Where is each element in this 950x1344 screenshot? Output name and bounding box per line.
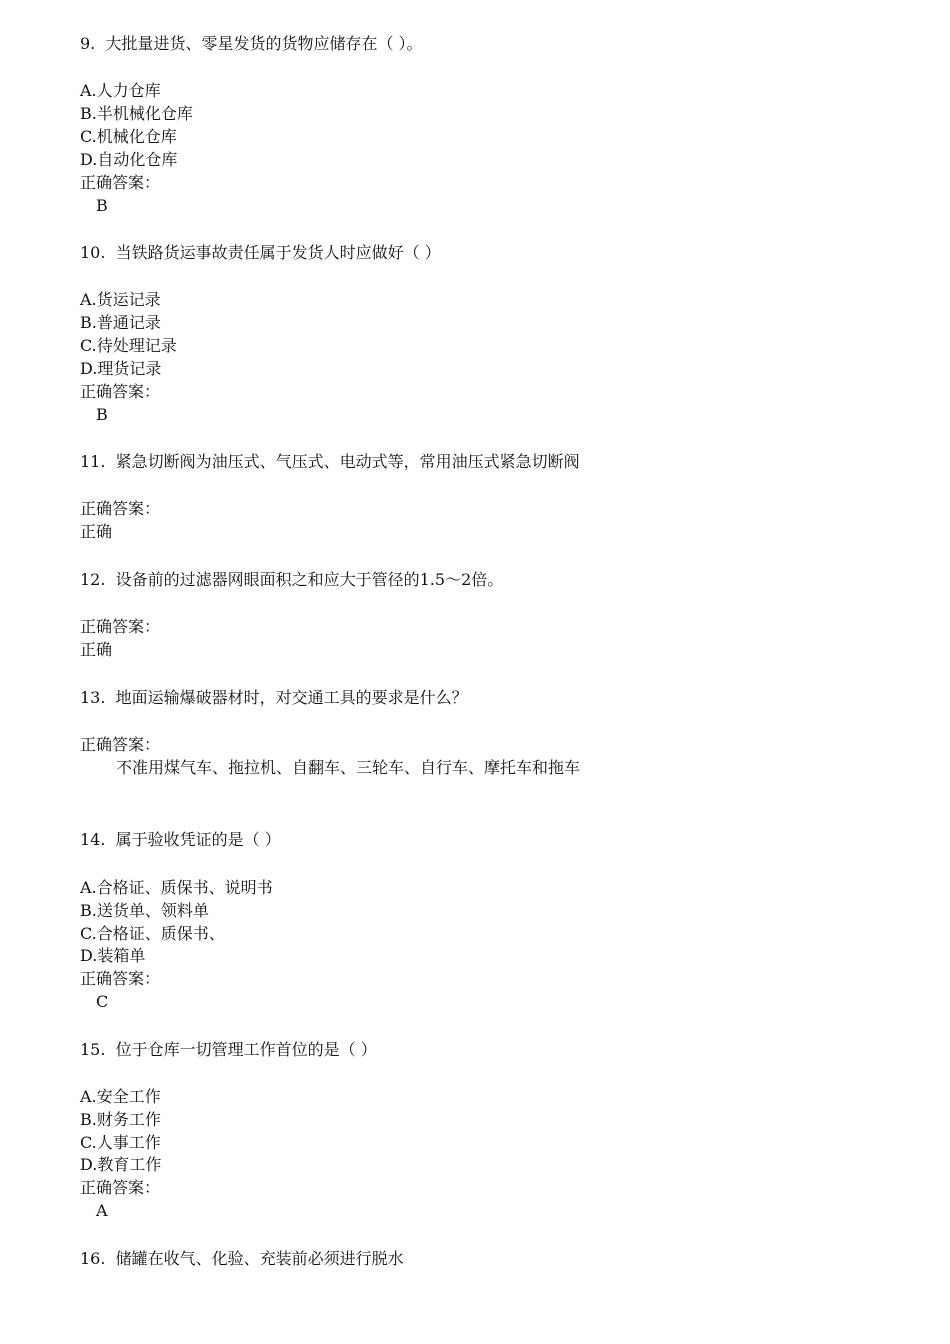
answer-label: 正确答案： — [80, 382, 161, 401]
option-c: C.合格证、质保书、 — [80, 924, 225, 943]
option-a: A.货运记录 — [80, 290, 161, 309]
answer-value: B — [96, 405, 108, 424]
answer-value: 正确 — [80, 640, 113, 659]
question-number: 15. — [80, 1040, 106, 1059]
answer-label: 正确答案： — [80, 1178, 161, 1197]
question-stem — [80, 688, 468, 708]
question-stem — [80, 452, 580, 472]
question-text: 紧急切断阀为油压式、气压式、电动式等，常用油压式紧急切断阀 — [115, 452, 580, 471]
question-number: 11. — [80, 452, 106, 471]
option-c: C.人事工作 — [80, 1133, 161, 1152]
answer-value: B — [96, 196, 108, 215]
answer-label: 正确答案： — [80, 969, 161, 988]
answer-value: A — [96, 1201, 108, 1220]
question-number: 10. — [80, 243, 106, 262]
option-a: A.人力仓库 — [80, 81, 161, 100]
answer-label: 正确答案： — [80, 735, 161, 754]
answer-label: 正确答案： — [80, 173, 161, 192]
answer-value: 不准用煤气车、拖拉机、自翻车、三轮车、自行车、摩托车和拖车 — [116, 758, 581, 777]
question-text: 储罐在收气、化验、充装前必须进行脱水 — [115, 1249, 404, 1268]
question-stem — [80, 1249, 404, 1269]
question-text: 地面运输爆破器材时，对交通工具的要求是什么？ — [115, 688, 468, 707]
question-number: 14. — [80, 830, 106, 849]
option-d: D.教育工作 — [80, 1155, 162, 1174]
option-d: D.理货记录 — [80, 359, 162, 378]
answer-value: 正确 — [80, 522, 113, 541]
question-number: 12. — [80, 570, 106, 589]
option-a: A.安全工作 — [80, 1087, 161, 1106]
question-number: 16. — [80, 1249, 106, 1268]
question-stem — [80, 830, 281, 850]
question-stem — [80, 34, 423, 54]
option-c: C.机械化仓库 — [80, 127, 177, 146]
question-text: 当铁路货运事故责任属于发货人时应做好（ ） — [115, 243, 441, 262]
option-d: D.自动化仓库 — [80, 150, 178, 169]
option-b: B.送货单、领料单 — [80, 901, 209, 920]
answer-label: 正确答案： — [80, 499, 161, 518]
question-number: 9. — [80, 34, 96, 53]
question-text: 位于仓库一切管理工作首位的是（ ） — [115, 1040, 377, 1059]
question-stem — [80, 1040, 377, 1060]
answer-value: C — [96, 992, 109, 1011]
option-a: A.合格证、质保书、说明书 — [80, 878, 273, 897]
question-number: 13. — [80, 688, 106, 707]
option-c: C.待处理记录 — [80, 336, 177, 355]
question-stem — [80, 570, 503, 590]
question-text: 属于验收凭证的是（ ） — [115, 830, 281, 849]
question-text: 设备前的过滤器网眼面积之和应大于管径的1.5～2倍。 — [115, 570, 504, 589]
option-d: D.装箱单 — [80, 946, 146, 965]
question-text: 大批量进货、零星发货的货物应储存在（ ）。 — [105, 34, 423, 53]
question-stem — [80, 243, 441, 263]
option-b: B.普通记录 — [80, 313, 161, 332]
option-b: B.半机械化仓库 — [80, 104, 193, 123]
answer-label: 正确答案： — [80, 617, 161, 636]
option-b: B.财务工作 — [80, 1110, 161, 1129]
